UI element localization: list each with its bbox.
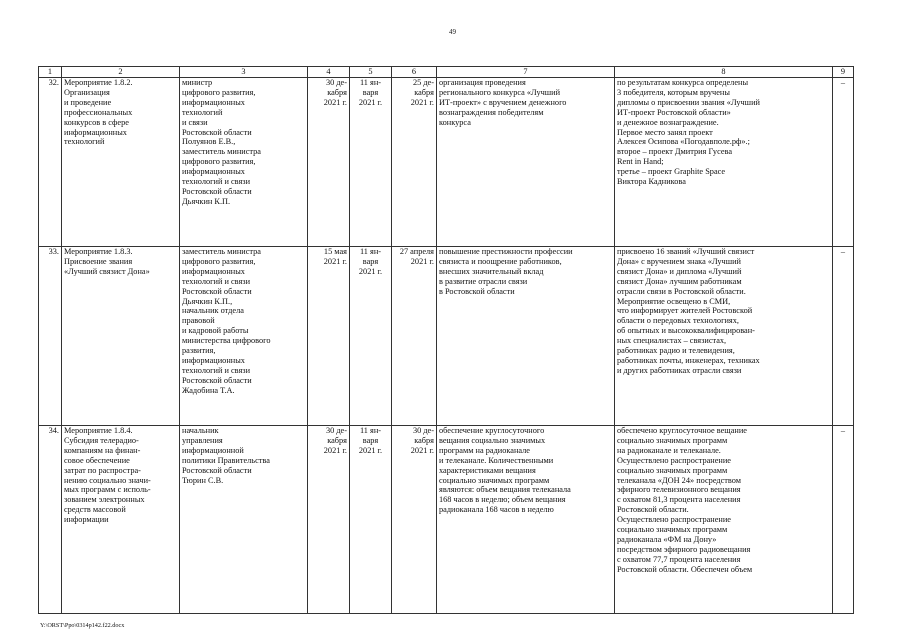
column-header-1: 1 bbox=[39, 67, 62, 78]
column-header-9: 9 bbox=[833, 67, 854, 78]
table-row bbox=[39, 247, 854, 426]
file-path-footer: Y:\ORST\Ppo\0314p142.f22.docx bbox=[40, 622, 125, 629]
responsible-person: заместитель министра цифрового развития, информационных технологий и связи Ростовской области Дьячкин К.П., начальник отдела правовой и кадровой работы министерства цифрового развития, информационных технологий и связи Ростовской области Жадобина Т.А. bbox=[180, 247, 308, 426]
expected-result: обеспечение круглосуточного вещания социально значимых программ на радиоканале и телеканале. Количественными характеристиками вещания социально значимых программ являются: объем вещания телеканала 168 часов в неделю; объем вещания радиоканала 168 часов в неделю bbox=[437, 426, 615, 614]
actual-end-date: 25 де- кабря 2021 г. bbox=[392, 78, 437, 247]
planned-end-date: 30 де- кабря 2021 г. bbox=[308, 426, 350, 614]
actual-result: обеспечено круглосуточное вещание социально значимых программ на радиоканале и телеканале. Осуществлено распространение социально значимых программ телеканала «ДОН 24» посредством эфирного телевизионного вещания с охватом 81,3 процента населения Ростовской области. Осуществлено распространение социально значимых программ радиоканала «ФМ на Дону» посредством эфирного радиовещания с охватом 77,7 процента населения Ростовской области. Обеспечен объем bbox=[615, 426, 833, 614]
column-header-8: 8 bbox=[615, 67, 833, 78]
actual-start-date: 11 ян- варя 2021 г. bbox=[350, 426, 392, 614]
table-row bbox=[39, 426, 854, 614]
non-implementation-reason: – bbox=[833, 426, 854, 614]
row-number: 32. bbox=[39, 78, 62, 247]
non-implementation-reason: – bbox=[833, 247, 854, 426]
event-name: Мероприятие 1.8.2. Организация и проведение профессиональных конкурсов в сфере информационных технологий bbox=[62, 78, 180, 247]
column-header-7: 7 bbox=[437, 67, 615, 78]
actual-start-date: 11 ян- варя 2021 г. bbox=[350, 247, 392, 426]
actual-start-date: 11 ян- варя 2021 г. bbox=[350, 78, 392, 247]
event-name: Мероприятие 1.8.3. Присвоение звания «Лучший связист Дона» bbox=[62, 247, 180, 426]
actual-end-date: 30 де- кабря 2021 г. bbox=[392, 426, 437, 614]
planned-end-date: 15 мая 2021 г. bbox=[308, 247, 350, 426]
actual-result: по результатам конкурса определены 3 победителя, которым вручены дипломы о присвоении звания «Лучший ИТ-проект Ростовской области» и денежное вознаграждение. Первое место занял проект Алексея Осипова «Погодавполе.рф».; второе – проект Дмитрия Гусева Rent in Hand; третье – проект Graphite Space Виктора Кадникова bbox=[615, 78, 833, 247]
column-header-4: 4 bbox=[308, 67, 350, 78]
table-header-row bbox=[39, 67, 854, 78]
actual-end-date: 27 апреля 2021 г. bbox=[392, 247, 437, 426]
column-header-3: 3 bbox=[180, 67, 308, 78]
non-implementation-reason: – bbox=[833, 78, 854, 247]
expected-result: повышение престижности профессии связиста и поощрение работников, внесших значительный вклад в развитие отрасли связи в Ростовской области bbox=[437, 247, 615, 426]
responsible-person: министр цифрового развития, информационных технологий и связи Ростовской области Полуянов Е.В., заместитель министра цифрового развития, информационных технологий и связи Ростовской области Дьячкин К.П. bbox=[180, 78, 308, 247]
expected-result: организация проведения регионального конкурса «Лучший ИТ-проект» с вручением денежного вознаграждения победителям конкурса bbox=[437, 78, 615, 247]
column-header-2: 2 bbox=[62, 67, 180, 78]
row-number: 33. bbox=[39, 247, 62, 426]
planned-end-date: 30 де- кабря 2021 г. bbox=[308, 78, 350, 247]
column-header-5: 5 bbox=[350, 67, 392, 78]
report-table bbox=[38, 66, 854, 614]
responsible-person: начальник управления информационной политики Правительства Ростовской области Тюрин С.В. bbox=[180, 426, 308, 614]
column-header-6: 6 bbox=[392, 67, 437, 78]
event-name: Мероприятие 1.8.4. Субсидия телерадио- компаниям на финан- совое обеспечение затрат по распростра- нению социально значи- мых программ с исполь- зованием электронных средств массовой информации bbox=[62, 426, 180, 614]
table-row bbox=[39, 78, 854, 247]
actual-result: присвоено 16 званий «Лучший связист Дона» с вручением знака «Лучший связист Дона» и диплома «Лучший связист Дона» лучшим работникам отрасли связи в Ростовской области. Мероприятие освещено в СМИ, что информирует жителей Ростовской области о передовых технологиях, об опытных и высококвалифицирован- ных специалистах – связистах, работниках радио и телевидения, работниках почты, инженерах, техниках и других работниках отрасли связи bbox=[615, 247, 833, 426]
page-number: 49 bbox=[449, 28, 456, 36]
row-number: 34. bbox=[39, 426, 62, 614]
